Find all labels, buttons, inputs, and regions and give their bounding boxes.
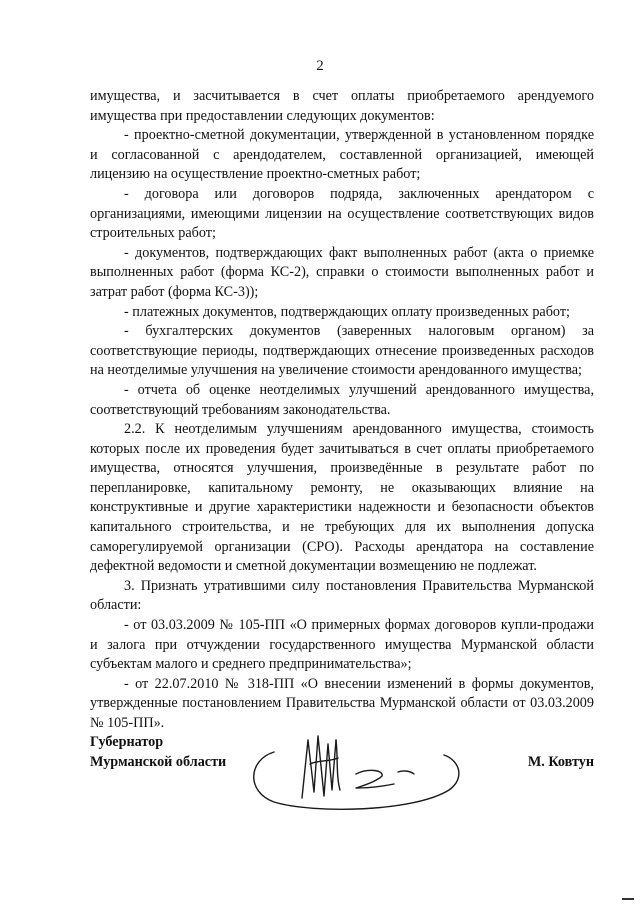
paragraph: имущества, и засчитывается в счет оплаты приобретаемого арендуемого имущества при предоставлении следующих документов: xyxy=(90,88,594,124)
signatory-title-line1: Губернатор xyxy=(90,734,164,750)
list-item: - проектно-сметной документации, утвержденной в установленном порядке и согласованной с арендодателем, составленной организацией, имеющей лицензию на осуществление проектно-сметных работ; xyxy=(90,127,594,183)
list-item: - платежных документов, подтверждающих оплату произведенных работ; xyxy=(124,303,570,320)
document-body xyxy=(90,87,594,734)
list-item: - бухгалтерских документов (заверенных налоговым органом) за соответствующие периоды, подтверждающих отнесение произведенных расходов на неотделимые улучшения на увеличение стоимости арендованного имущества; xyxy=(90,323,594,379)
list-item: - договора или договоров подряда, заключенных арендатором с организациями, имеющими лицензии на осуществление соответствующих видов строительных работ; xyxy=(90,185,594,242)
scan-mark xyxy=(622,898,634,900)
list-item: - от 03.03.2009 № 105-ПП «О примерных формах договоров купли-продажи и залога при отчуждении государственного имущества Мурманской области субъектам малого и среднего предпринимательства»; xyxy=(90,617,594,673)
list-item: - отчета об оценке неотделимых улучшений арендованного имущества, соответствующий требованиям законодательства. xyxy=(90,381,594,418)
handwritten-signature-icon xyxy=(244,730,474,820)
section-3-paragraph: 3. Признать утратившими силу постановления Правительства Мурманской области: xyxy=(90,577,594,614)
signature-block xyxy=(90,732,594,812)
section-2-2-paragraph: 2.2. К неотделимым улучшениям арендованного имущества, стоимость которых после их проведения будет зачитываться в счет оплаты приобретаемого имущества, относятся улучшения, произведённые в результате работ по перепланировке, капитальному ремонту, не оказывающих влияние на конструктивные и другие характеристики надежности и безопасности объектов капитального строительства, и не требующих для их выполнения допуска саморегулируемой организации (СРО). Расходы арендатора на составление дефектной ведомости и сметной документации возмещению не подлежат. xyxy=(90,421,594,575)
list-item: - документов, подтверждающих факт выполненных работ (акта о приемке выполненных работ (форма КС-2), справки о стоимости выполненных работ и затрат работ (форма КС-3)); xyxy=(90,244,594,300)
signatory-title xyxy=(90,732,226,772)
page-number: 2 xyxy=(316,58,324,74)
list-item: - от 22.07.2010 № 318-ПП «О внесении изменений в формы документов, утвержденные постановлением Правительства Мурманской области от 03.03.2009 № 105-ПП». xyxy=(90,675,594,731)
signatory-name: М. Ковтун xyxy=(527,754,594,770)
signatory-title-line2: Мурманской области xyxy=(90,754,227,770)
